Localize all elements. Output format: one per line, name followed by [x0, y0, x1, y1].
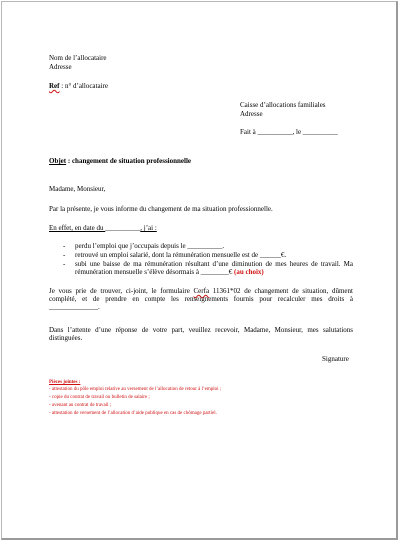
intro-paragraph: Par la présente, je vous informe du changement de ma situation professionnelle.: [49, 205, 273, 213]
bullet-dash: -: [63, 242, 66, 250]
attachment-item: - copie du contrat de travail ou bulletin de salaire ;: [49, 395, 150, 400]
sender-name: Nom de l’allocataire: [49, 54, 107, 62]
signature: Signature: [322, 355, 349, 363]
date-place-line: Fait à __________, le __________: [240, 128, 338, 136]
attachment-item: - avenant au contrat de travail ;: [49, 403, 112, 408]
cerfa-word: Cerfa: [193, 287, 210, 295]
object-label: Objet: [49, 157, 67, 165]
recipient-address: Adresse: [240, 110, 263, 118]
bullet-item: retrouvé un emploi salarié, dont la rémunération mensuelle est de ______€.: [75, 251, 287, 259]
sender-address: Adresse: [49, 63, 72, 71]
object-line: [49, 157, 191, 165]
object-text: : changement de situation professionnelle: [66, 157, 192, 165]
bullet-dash: -: [63, 260, 66, 268]
attachments-title: Pièces jointes :: [49, 380, 81, 385]
bullet-dash: -: [63, 251, 66, 259]
recipient-org: Caisse d’allocations familiales: [240, 101, 326, 109]
bullet-item: perdu l’emploi que j’occupais depuis le __________.: [75, 242, 225, 250]
ref-label: Ref: [49, 82, 60, 90]
letter-page: [1, 1, 398, 540]
ref-value: : n° d’allocataire: [59, 82, 108, 90]
reference-line: [49, 82, 108, 90]
salutation: Madame, Monsieur,: [49, 185, 106, 193]
choice-note: (au choix): [234, 268, 264, 276]
since-line: En effet, en date du __________, j’ai :: [49, 224, 157, 232]
form-paragraph: Je vous prie de trouver, ci-joint, le formulaire Cerfa 11361*02 de changement de situation, dûment complété, et de prendre en compte les renseignements fournis pour recalculer mes droits à ______________.: [49, 287, 353, 311]
bullet-item: subi une baisse de ma rémunération résultant d’une diminution de mes heures de travail. Ma rémunération mensuelle s’élève désormais à ________€ (au choix): [75, 260, 353, 276]
attachment-item: - attestation de versement de l’allocation d’aide publique en cas de chômage partiel.: [49, 411, 217, 416]
closing-paragraph: Dans l’attente d’une réponse de votre part, veuillez recevoir, Madame, Monsieur, mes salutations distinguées.: [49, 326, 353, 342]
attachment-item: - attestation du pôle emploi relative au versement de l’allocation de retour à l’emploi ;: [49, 387, 222, 392]
